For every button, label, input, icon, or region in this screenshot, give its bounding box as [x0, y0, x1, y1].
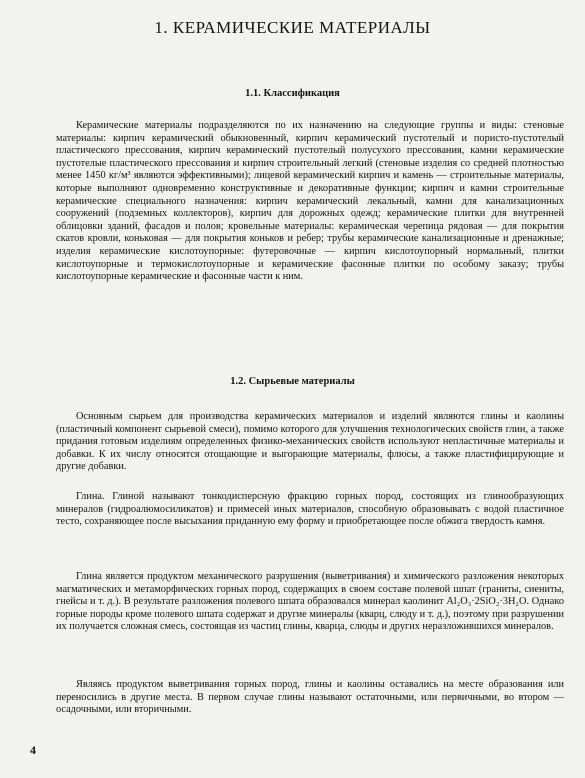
page-number: 4 [30, 743, 36, 757]
paragraph-raw-materials-intro: Основным сырьем для производства керамических материалов и изделий являются глины и каолины (пластичный компонент сырьевой смеси), помимо которого для улучшения технологических свойств глин, а также придания готовым изделиям определенных физико-механических свойств используют непластичные материалы и добавки. К их числу относятся отощающие и выгорающие материалы, флюсы, а также пластифицирующие и другие добавки. [56, 411, 564, 473]
section-heading-classification: 1.1. Классификация [245, 88, 340, 99]
paragraph-classification: Керамические материалы подразделяются по их назначению на следующие группы и виды: стеновые материалы: кирпич керамический обыкновенный, кирпич керамический пустотелый и пористо-пустотелый пластического прессования, кирпич керамический пустотелый полусухого прессования, камни керамические пустотелые пластического прессования и кирпич строительный легкий (стеновые изделия со средней плотностью менее 1450 кг/м³ являются эффективными); лицевой керамический кирпич и камень — строительные материалы, которые выполняют одновременно конструктивные и декоративные функции; кирпич и камни строительные керамические специального назначения: кирпич керамический лекальный, камни для канализационных сооружений (подземных коллекторов), кирпич для дорожных одежд; керамические плитки для внутренней облицовки зданий, фасадов и полов; кровельные материалы: керамическая черепица рядовая — для покрытия скатов кровли, коньковая — для покрытия коньков и ребер; трубы керамические канализационные и дренажные; изделия керамические кислотоупорные: футеровочные — кирпич кислотоупорный нормальный, плитки кислотоупорные и термокислотоупорные и керамические фасонные плитки по особому заказу; трубы кислотоупорные керамические и фасонные части к ним. [56, 120, 564, 283]
section-heading-raw-materials: 1.2. Сырьевые материалы [230, 376, 355, 387]
paragraph-clay-types: Являясь продуктом выветривания горных пород, глины и каолины оставались на месте образования или переносились в другие места. В первом случае глины называют остаточными, или первичными, во втором — осадочными, или вторичными. [56, 679, 564, 716]
paragraph-clay-definition: Глина. Глиной называют тонкодисперсную фракцию горных пород, состоящих из глинообразующих минералов (гидроалюмосиликатов) и примесей иных материалов, способную образовывать с водой пластичное тесто, сохраняющее после высыхания приданную ему форму и приобретающее после обжига твердость камня. [56, 491, 564, 528]
chapter-title: 1. КЕРАМИЧЕСКИЕ МАТЕРИАЛЫ [154, 18, 431, 37]
paragraph-clay-origin: Глина является продуктом механического разрушения (выветривания) и химического разложения некоторых магматических и метаморфических горных пород, содержащих в своем составе полевой шпат (граниты, сиениты, гнейсы и т. д.). В результате разложения полевого шпата образовался минерал каолинит Al₂O₃·2SiO₂·3H₂O. Однако горные породы кроме полевого шпата содержат и другие минералы (кварц, слюду и т. д.), поэтому при разрушении их получается сложная смесь, состоящая из частиц глины, кварца, слюды и других неразложившихся минералов. [56, 571, 564, 633]
